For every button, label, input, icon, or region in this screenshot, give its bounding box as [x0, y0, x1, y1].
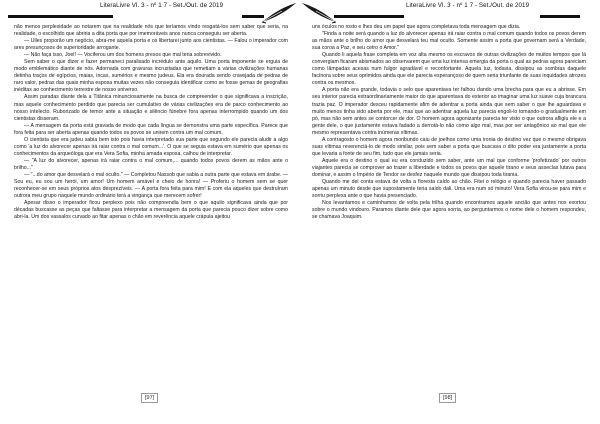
header-rule-left	[334, 15, 404, 18]
paragraph: Sem saber o que dizer e fazer permaneci paralisado incrédulo ante aquilo. Uma porta imponente se erguia de modo emblemático diante de nós. Adornada com gravuras incrustadas que remetiam a várias civilizações humanas detinha traços de egípcios, maias, incas, sumérios e mesmo judeus. Ela era dourada sendo cravejada de pedras de raro valor, pedras das quais minha esposa muitas vezes não conseguia identificar como se fosse gemas de geografias inéditas ao conhecimento terrestre de nosso universo.	[14, 59, 288, 94]
right-page-header	[300, 2, 600, 22]
left-page-header	[0, 2, 300, 22]
paragraph: Quando li aquela frase completa em voz alta mesmo os escravos de outras civilizações de muitos tempos que lá convergiam ficaram abismados ao observarem que uma luz intensa emergia da porta o qual as pedras agora pareciam como lâmpadas acesas num fulgor agradável e reconfortante. Aquela luz, todavia, dissipou as sombras daquele facínora sobre seus oprimidos ainda que ele parecia esperançoso de quem seria triunfante de suas inquidades atrozes contra os mesmos.	[312, 52, 586, 87]
paragraph: — "...do amor que desvelará o mal oculto." — Completou Nassob que sabia a outra parte que estava em árabe. — Sou eu, eu sou um herói, um amor! Um homem amável e cheio de honra! — Proferiu o homem sem se quer reconhecer-se em seus próprios atos desprezíveis. — A porta fora feita para mim! E com ela aqueles que destruíram outrora meu grupo naquele mundo ordinário terá a vingança que merecem sofrer!	[14, 171, 288, 200]
paragraph: — Ulles proporão um negócio, abra-me aquela porta e os libertarei junto aos cientistas. — Falou o imperador com ares presunçosos de superioridade arrogante.	[14, 38, 288, 52]
right-page	[300, 0, 600, 424]
page-number: [98]	[439, 393, 456, 403]
header-rule-right	[540, 15, 580, 18]
paragraph: Nos levantamos e caminhamos de volta pela trilha quando encontramos aquele ancião que antes nos exortou sobre o mundo vindouro. Paramos diante dele que agora sorria, ao perguntarmos o nome dele o homem respondeu, se chamava Joaquim.	[312, 200, 586, 221]
paragraph: A contragosto o homem agora moribundo caiu de joelhos como uma ironia do destino vez que o mesmo obrigava suas vítimas reverenciá-lo de modo similar, pois sem saber a porta que buscava o dito poder era justamente a porta que levaria a fonte de seu fim, tudo que ele jamais seria.	[312, 136, 586, 157]
quill-icon	[300, 2, 338, 24]
paragraph: — A mensagem da porta está gravada de modo que cada língua se demonstra uma parte específica. Parece que fora feita para ser aberta apenas quando todos os povos se unirem contra um mal comum.	[14, 122, 288, 136]
paragraph: Aquele era o destino o qual eu era conduzido sem saber, ante um mal que conforme 'profetizado' por outros viajantes parecia se comprover ao trazer a liberdade e todos os povos que aquele tirano e seus asseclas lutava para dominar, e assim o Império de Tendor se desfez naquele mundo que dissipou toda tirania.	[312, 157, 586, 178]
page-number: [97]	[141, 393, 158, 403]
paragraph: Apesar disso o imperador ficou perplexo pois não compreendia bem o que aquilo significava ainda que por décadas buscasse as peças que faltasse para interpretar a mensagem da porta que parecia pouco dizer sobre como abri-la. Um dos vassalos curvado ao fitar apenas o chão em reverência aquele crápula ajeitou	[14, 200, 288, 221]
paragraph: A porta não era grande, todavia o selo que aparentava ter falhou dando uma brecha para que eu a abrisse. Em seu interior parecia extraordinariamente maior do que aparentava do exterior ao imaginar uma luz suave cuja brancura trazia paz. O imperador desceu rapidamente afim de adentrar a porta ainda que sem saber o que lhe aguardava e muito menos tinha sido aberta por ele, mas que ao adentrar aquela luz parecia engoli-lo tomando-o gradualmente em pó, mas não sem antes se contorcer de dor. O homem agora agonizante parecia ter visto o que outrora afligiu ele e a gente dele, o que justamente estava fadado a derrotá-lo não como algo mal, mas por ser antagônico ao mal que ele mesmo representava contra inúmeras vítimas.	[312, 87, 586, 136]
paragraph: Quando me dei conta estava de volta a floresta caído ao chão. Fitei o relógio e quando parecia haver passado apenas um minuto desde que supostamente teria saído dali. Uma era num só minuto! Vera Sofia virou-se para mim e sorriu perplexa ante o que havia presenciado.	[312, 179, 586, 200]
quill-icon	[260, 2, 298, 24]
left-body-text	[14, 24, 288, 379]
paragraph: não menos perplexidade ao notarem que na realidade nós que teríamos vindo resgatá-los sem saber que seria, na realidade, o escolhido que abriria a dita porta que por imemoráveis anos nunca conseguiu ser aberta.	[14, 24, 288, 38]
header-rule-left	[8, 15, 113, 18]
paragraph: O cientista que era judeu sabia bem isto pois havia interpretado sua parte que segundo ele parecia aludir a algo como 'a luz do alvorecer apenas irá raiar contra o mal comum...'. O que se seguia estava em sumério que apenas os conhecimentos da arqueóloga que era Vera Sofia, minha amada esposa, calhou de interpretar.	[14, 136, 288, 157]
right-header-text: LiteraLivre Vl. 3 - nº 1 7 - Set./Out. de 2019	[406, 2, 530, 9]
left-header-text: LiteraLivre Vl. 3 - nº 1 7 - Set./Out. de 2019	[100, 2, 224, 9]
paragraph: uns óculos no rosto e lhes deu um papel que agora completava toda mensagem que dizia.	[312, 24, 521, 30]
paragraph: — "A luz do alvorecer, apenas irá raiar contra o mal comum,... quando todos povos derem as mãos ante o brilho..."	[14, 157, 288, 171]
paragraph: Assim paradas diante dela a Titânica minunciosamente na busca de compreender o que significava a inscrição, mas aquele conhecimento perdido que parecia ser cumulativo de várias civilizações era de parco conhecimento ao nosso intelecto. Ruborizado de temor ante a situação e silêncio fúnebre fora apenas interrompido quando um dos cientistas disseram.	[14, 94, 288, 122]
paragraph: — Não faça isso, Joel! — Vociferou um dos homens presos que mal teria sobrevivido.	[24, 52, 222, 59]
right-body-text	[312, 24, 586, 379]
paragraph: "Finda a noite será quando a luz do alvorecer apenas irá raiar contra o mal comum quando todos os povos derem as mãos ante o brilho do amor que desvelará teu mal oculto. Somente assim a porta que governam será a Verdade, sua coroa a Paz, e seu cetro o Amor."	[312, 31, 586, 52]
